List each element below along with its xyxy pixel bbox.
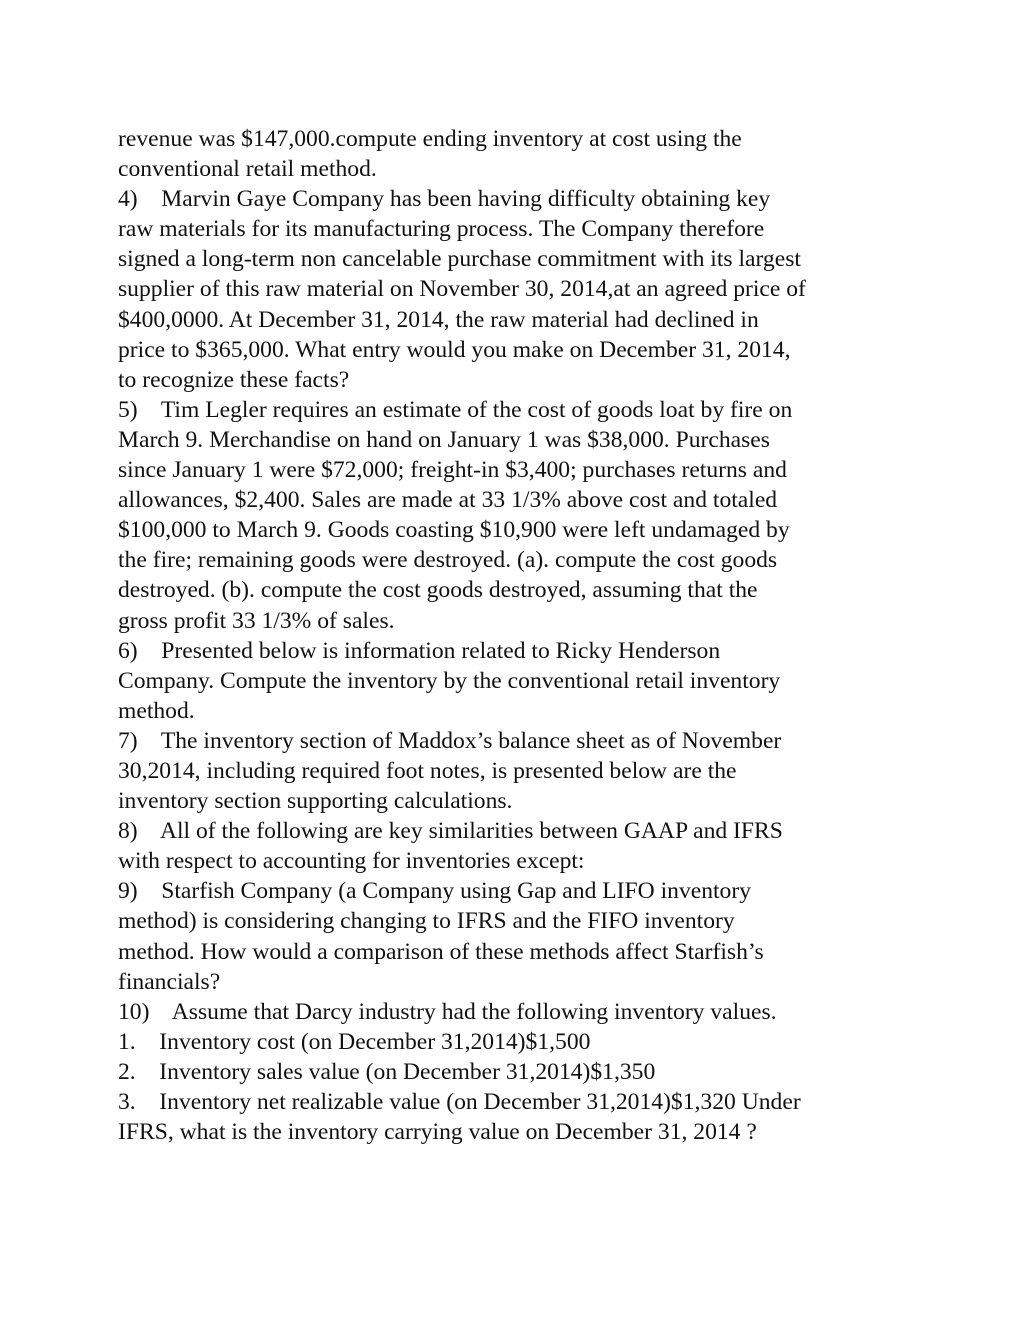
text-line: financials? xyxy=(118,968,221,995)
text-line xyxy=(118,726,918,756)
text-segment: Starfish Company (a Company using Gap and LIFO inventory xyxy=(161,878,752,905)
text-line: revenue was $147,000.compute ending inventory at cost using the xyxy=(118,126,742,152)
text-line: IFRS, what is the inventory carrying value on December 31, 2014 ? xyxy=(118,1119,757,1146)
question-7 xyxy=(118,726,918,816)
question-6 xyxy=(118,636,918,726)
document-page xyxy=(118,124,918,1147)
text-line: destroyed. (b). compute the cost goods destroyed, assuming that the xyxy=(118,577,758,604)
text-line xyxy=(118,184,918,214)
text-segment: Marvin Gaye Company has been having difficulty obtaining key xyxy=(161,186,771,213)
text-line: the fire; remaining goods were destroyed. (a). compute the cost goods xyxy=(118,547,778,574)
question-number: 8) xyxy=(118,818,160,845)
text-line: Company. Compute the inventory by the conventional retail inventory xyxy=(118,667,781,694)
text-segment: All of the following are key similarities between GAAP and IFRS xyxy=(159,818,783,845)
question-4 xyxy=(118,184,918,395)
question-9 xyxy=(118,876,918,996)
text-line: method. xyxy=(118,697,195,724)
list-item-2 xyxy=(118,1057,918,1087)
text-line: price to $365,000. What entry would you make on December 31, 2014, xyxy=(118,336,791,363)
text-line xyxy=(118,1057,918,1087)
text-line xyxy=(118,816,918,846)
text-line: conventional retail method. xyxy=(118,156,377,183)
text-segment: Presented below is information related to Ricky Henderson xyxy=(161,637,721,664)
text-line: with respect to accounting for inventories except: xyxy=(118,848,585,875)
text-line: raw materials for its manufacturing process. The Company therefore xyxy=(118,216,765,243)
question-number: 10) xyxy=(118,998,172,1025)
question-number: 7) xyxy=(118,727,161,754)
text-line: allowances, $2,400. Sales are made at 33 1/3% above cost and totaled xyxy=(118,487,778,514)
text-line xyxy=(118,876,918,906)
text-line xyxy=(118,1027,918,1057)
question-number: 4) xyxy=(118,186,162,213)
text-line: March 9. Merchandise on hand on January 1 was $38,000. Purchases xyxy=(118,426,770,453)
text-line: signed a long-term non cancelable purchase commitment with its largest xyxy=(118,246,801,273)
text-line: supplier of this raw material on November 30, 2014,at an agreed price of xyxy=(118,276,806,303)
list-item-1 xyxy=(118,1027,918,1057)
text-segment: Assume that Darcy industry had the following inventory values. xyxy=(171,998,777,1025)
question-10 xyxy=(118,997,918,1027)
text-line: method. How would a comparison of these methods affect Starfish’s xyxy=(118,938,764,965)
text-line: to recognize these facts? xyxy=(118,366,350,393)
text-segment: The inventory section of Maddox’s balance sheet as of November xyxy=(160,727,782,754)
text-line: $100,000 to March 9. Goods coasting $10,900 were left undamaged by xyxy=(118,517,790,544)
text-line: 30,2014, including required foot notes, is presented below are the xyxy=(118,757,737,784)
text-line: method) is considering changing to IFRS and the FIFO inventory xyxy=(118,908,735,935)
text-line xyxy=(118,636,918,666)
question-8 xyxy=(118,816,918,876)
text-segment: Tim Legler requires an estimate of the cost of goods loat by fire on xyxy=(160,396,793,423)
text-segment: Inventory cost (on December 31,2014)$1,500 xyxy=(159,1028,591,1055)
paragraph-3-continuation xyxy=(118,124,918,184)
text-line xyxy=(118,395,918,425)
text-line: $400,0000. At December 31, 2014, the raw material had declined in xyxy=(118,306,759,333)
text-line: gross profit 33 1/3% of sales. xyxy=(118,607,395,634)
question-number: 5) xyxy=(118,396,161,423)
question-number: 6) xyxy=(118,637,162,664)
question-number: 9) xyxy=(118,878,162,905)
list-number: 3. xyxy=(118,1089,160,1115)
text-line xyxy=(118,1087,918,1117)
list-number: 1. xyxy=(118,1028,160,1055)
text-line xyxy=(118,997,918,1027)
list-number: 2. xyxy=(118,1058,160,1085)
question-5 xyxy=(118,395,918,636)
text-segment: Inventory sales value (on December 31,2014)$1,350 xyxy=(159,1058,656,1085)
text-segment: Inventory net realizable value (on December 31,2014)$1,320 Under xyxy=(159,1089,801,1115)
text-line: since January 1 were $72,000; freight-in $3,400; purchases returns and xyxy=(118,457,787,484)
text-line: inventory section supporting calculations. xyxy=(118,788,513,815)
list-item-3 xyxy=(118,1087,918,1147)
